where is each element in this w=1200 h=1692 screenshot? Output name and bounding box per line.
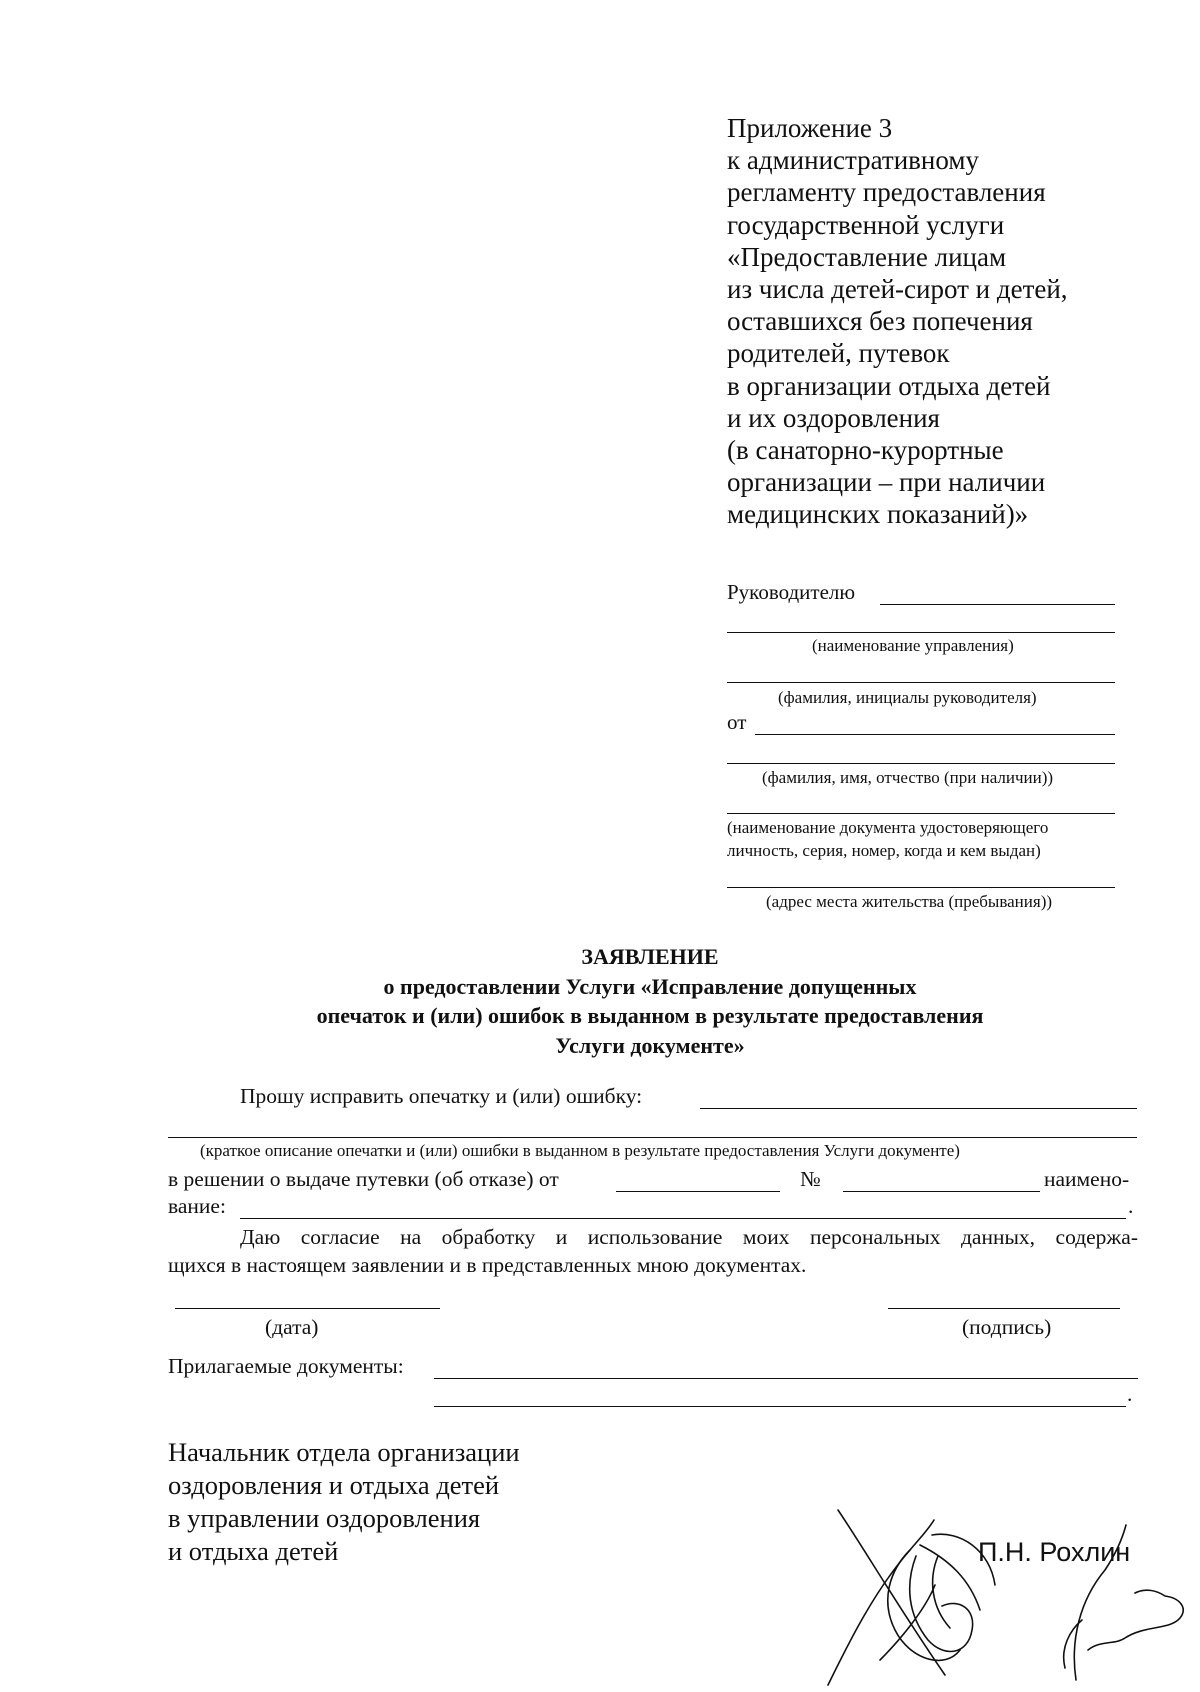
- naming-period: .: [1128, 1194, 1134, 1218]
- name-caption: (фамилия, имя, отчество (при наличии)): [762, 768, 1054, 787]
- annex-heading: [727, 112, 1068, 530]
- title-line: ЗАЯВЛЕНИЕ: [581, 944, 719, 969]
- annex-line: Приложение 3: [727, 113, 893, 143]
- consent-line-2: щихся в настоящем заявлении и в представленных мною документах.: [168, 1253, 807, 1277]
- decision-number-input-line[interactable]: [843, 1191, 1040, 1192]
- annex-line: регламенту предоставления: [727, 177, 1046, 208]
- title-line: Услуги документе»: [555, 1032, 745, 1058]
- document-title: [170, 942, 1130, 1060]
- naming-part2: вание:: [168, 1194, 226, 1218]
- decision-prefix: в решении о выдаче путевки (об отказе) от: [168, 1167, 559, 1191]
- doc-caption-1: (наименование документа удостоверяющего: [727, 818, 1049, 837]
- from-label: от: [727, 710, 747, 734]
- applicant-name-input-line[interactable]: [727, 763, 1115, 764]
- title-line: о предоставлении Услуги «Исправление допущенных: [383, 973, 917, 999]
- decision-date-input-line[interactable]: [616, 1191, 780, 1192]
- annex-line: медицинских показаний)»: [727, 499, 1029, 530]
- signer-name: П.Н. Рохлин: [978, 1537, 1131, 1567]
- head-input-line[interactable]: [880, 604, 1115, 605]
- doc-caption-2: личность, серия, номер, когда и кем выдан): [727, 841, 1041, 860]
- position-line: Начальник отдела организации: [168, 1437, 520, 1467]
- position-line: в управлении оздоровления: [168, 1503, 481, 1533]
- attachments-label: Прилагаемые документы:: [168, 1354, 404, 1378]
- error-description-line[interactable]: [168, 1137, 1137, 1138]
- consent-line-1: Даю согласие на обработку и использование моих персональных данных, содержа-: [240, 1225, 1138, 1249]
- head-name-input-line[interactable]: [727, 682, 1115, 683]
- date-input-line[interactable]: [175, 1308, 440, 1309]
- title-line: опечаток и (или) ошибок в выданном в результате предоставления: [316, 1003, 984, 1028]
- dept-caption: (наименование управления): [812, 636, 1014, 655]
- naming-part1: наимено-: [1044, 1167, 1130, 1191]
- position-line: оздоровления и отдыха детей: [168, 1470, 500, 1500]
- annex-line: из числа детей-сирот и детей,: [727, 273, 1068, 304]
- id-document-input-line[interactable]: [727, 813, 1115, 814]
- signature-caption: (подпись): [962, 1315, 1052, 1339]
- annex-line: к административному: [727, 145, 979, 176]
- attachments-input-line-1[interactable]: [434, 1378, 1138, 1379]
- attachments-input-line-2[interactable]: [434, 1406, 1126, 1407]
- annex-line: организации – при наличии: [727, 467, 1046, 498]
- annex-line: (в санаторно-курортные: [727, 434, 1004, 465]
- annex-line: и их оздоровления: [727, 402, 940, 433]
- annex-line: государственной услуги: [727, 209, 1005, 240]
- annex-line: в организации отдыха детей: [727, 370, 1051, 401]
- error-input-line[interactable]: [700, 1108, 1137, 1109]
- date-caption: (дата): [265, 1315, 319, 1339]
- annex-line: родителей, путевок: [727, 338, 950, 369]
- error-caption: (краткое описание опечатки и (или) ошибки в выданном в результате предоставления Услуги документе): [200, 1141, 960, 1160]
- annex-line: «Предоставление лицам: [727, 241, 1007, 272]
- naming-input-line[interactable]: [240, 1218, 1126, 1219]
- address-caption: (адрес места жительства (пребывания)): [766, 892, 1053, 911]
- attachments-period: .: [1127, 1382, 1133, 1406]
- signer-position: [168, 1436, 520, 1568]
- number-sign: №: [800, 1167, 821, 1191]
- to-label: Руководителю: [727, 580, 856, 604]
- position-line: и отдыха детей: [168, 1536, 339, 1566]
- annex-line: оставшихся без попечения: [727, 306, 1033, 337]
- dept-input-line[interactable]: [727, 632, 1115, 633]
- handwritten-signature: [820, 1490, 1200, 1690]
- request-text: Прошу исправить опечатку и (или) ошибку:: [240, 1084, 643, 1108]
- signature-input-line[interactable]: [888, 1308, 1120, 1309]
- applicant-input-line[interactable]: [755, 734, 1115, 735]
- address-input-line[interactable]: [727, 887, 1115, 888]
- head-caption: (фамилия, инициалы руководителя): [778, 688, 1037, 707]
